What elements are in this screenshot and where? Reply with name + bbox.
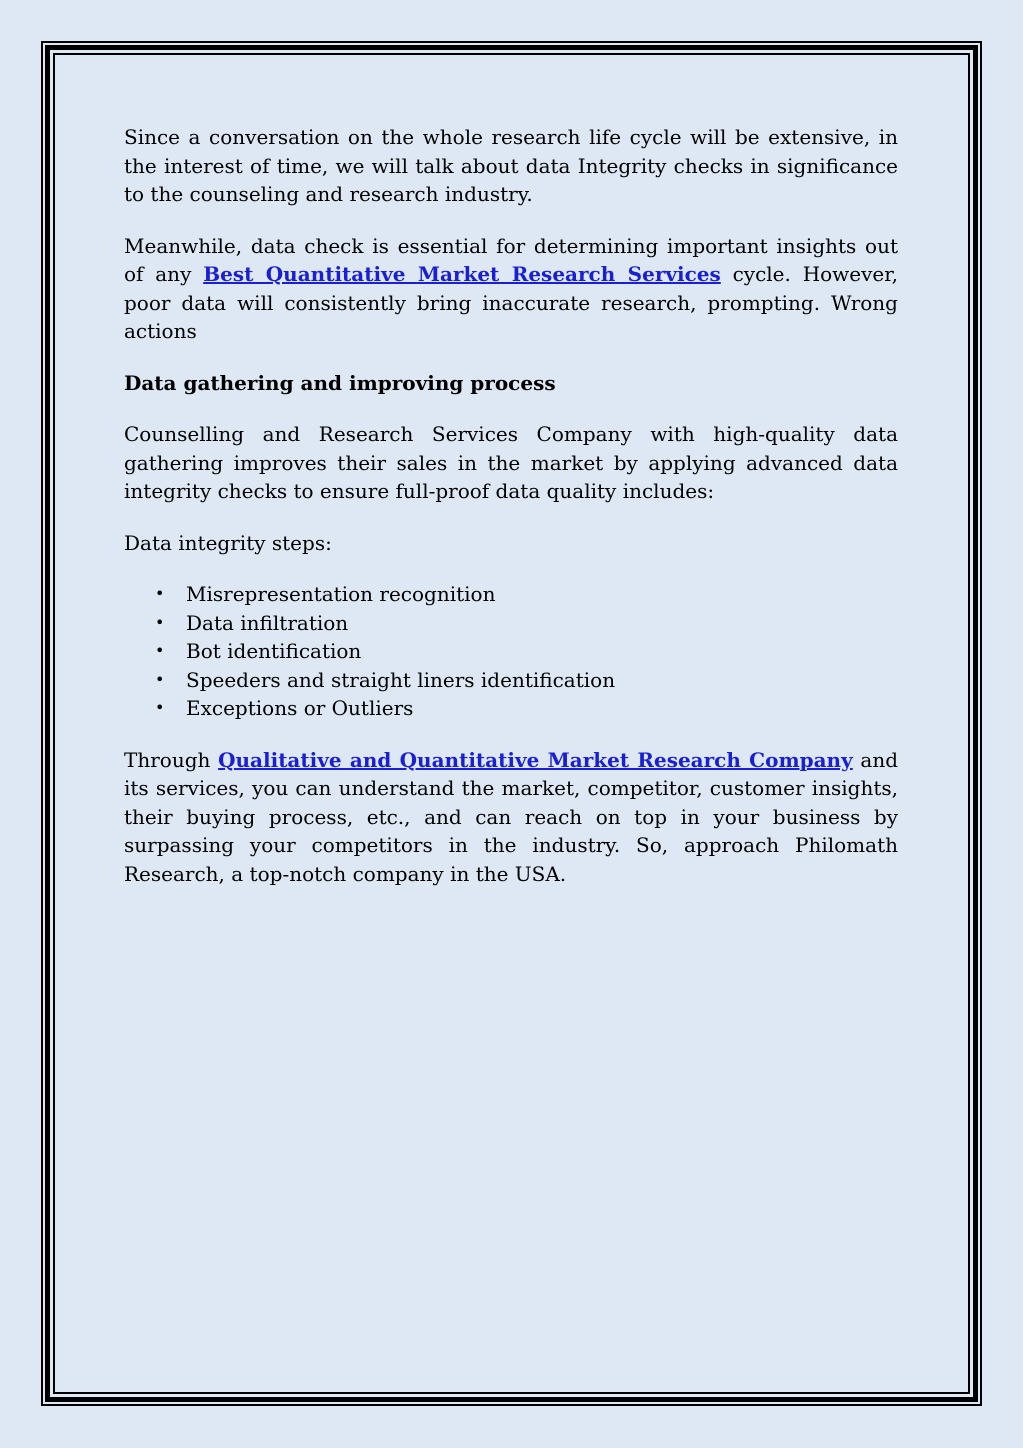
steps-list bbox=[124, 580, 898, 723]
list-item-text: Bot identification bbox=[186, 639, 362, 663]
data-check-paragraph bbox=[124, 232, 898, 346]
closing-text-after: and its services, you can understand the market, competitor, customer insights, their buying process, etc., and can reach on top in your business by surpassing your competitors in the industry. So, approach Philomath Research, a top-notch company in the USA. bbox=[124, 747, 899, 886]
list-item bbox=[155, 580, 898, 609]
bullet-icon: • bbox=[155, 698, 165, 717]
list-item bbox=[155, 694, 898, 723]
list-item bbox=[155, 609, 898, 638]
closing-text-before: Through bbox=[124, 747, 219, 772]
bullet-icon: • bbox=[155, 612, 165, 632]
intro-paragraph: Since a conversation on the whole research life cycle will be extensive, in the interest of time, we will talk about data Integrity checks in significance to the counseling and research industry. bbox=[124, 125, 898, 206]
bullet-icon: • bbox=[155, 669, 165, 689]
list-item bbox=[155, 637, 898, 666]
data-check-text-after: cycle. However, poor data will consistently bring inaccurate research, prompting. Wrong actions bbox=[124, 262, 898, 343]
list-item-text: Exceptions or Outliers bbox=[186, 696, 414, 720]
data-check-text-before: Meanwhile, data check is essential for determining important insights out of any bbox=[124, 233, 898, 286]
closing-paragraph bbox=[124, 746, 898, 889]
list-item-text: Data infiltration bbox=[186, 610, 349, 635]
qualitative-quantitative-company-link[interactable]: Qualitative and Quantitative Market Research Company bbox=[218, 747, 853, 772]
document-body bbox=[124, 123, 898, 911]
list-item bbox=[155, 666, 898, 695]
list-item-text: Misrepresentation recognition bbox=[186, 582, 496, 606]
bullet-icon: • bbox=[155, 641, 165, 660]
steps-label: Data integrity steps: bbox=[124, 530, 332, 555]
counselling-paragraph: Counselling and Research Services Company with high-quality data gathering improves their sales in the market by applying advanced data integrity checks to ensure full-proof data quality includes: bbox=[124, 422, 898, 503]
bullet-icon: • bbox=[155, 584, 165, 603]
list-item-text: Speeders and straight liners identification bbox=[186, 667, 616, 692]
section-heading: Data gathering and improving process bbox=[124, 370, 556, 395]
best-quantitative-services-link[interactable]: Best Quantitative Market Research Services bbox=[203, 262, 721, 286]
